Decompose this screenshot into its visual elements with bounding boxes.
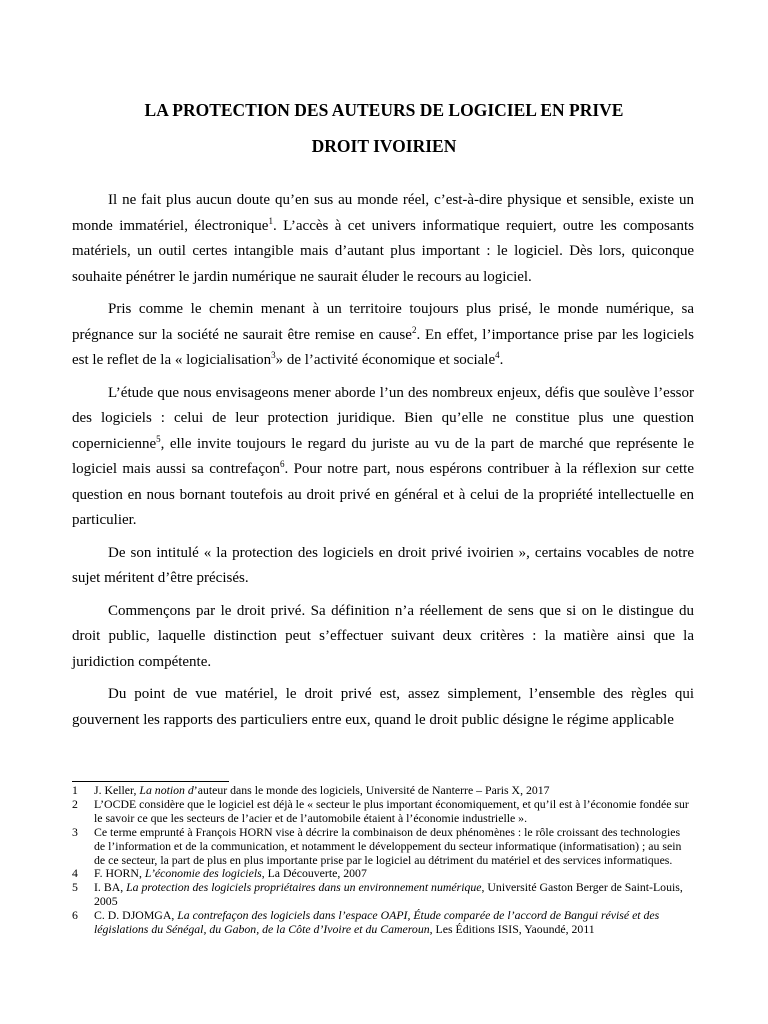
document-title xyxy=(72,95,696,161)
paragraph-1: Il ne fait plus aucun doute qu’en sus au monde réel, c’est-à-dire physique et sensible, existe un monde immatériel, électronique$^1$. L’accès à cet univers informatique requiert, outre les composants matériels, un outil certes intangible mais d’autant plus important : le logiciel. Dès lors, quiconque souhaite pénétrer le jardin numérique ne saurait éluder le recours au logiciel. xyxy=(72,192,694,285)
title-line-1: LA PROTECTION DES AUTEURS DE LOGICIEL EN PRIVE xyxy=(144,99,624,120)
footnote-number: 4 xyxy=(72,866,78,881)
footnote-ref-1[interactable]: 1 xyxy=(268,215,273,226)
footnote-4: 4 F. HORN, L’économie des logiciels, La Découverte, 2007 xyxy=(72,866,367,881)
paragraph-2: Pris comme le chemin menant à un territoire toujours plus prisé, le monde numérique, sa prégnance sur la société ne saurait être remise en cause$^2$. En effet, l’importance prise par les logiciels est le reflet de la « logicialisation$^3$» de l’activité économique et sociale$^4$. xyxy=(72,301,695,368)
paragraph-5: Commençons par le droit privé. Sa définition n’a réellement de sens que si on le distingue du droit public, laquelle distinction peut s’effectuer suivant deux critères : la matière ainsi que la juridiction compétente. xyxy=(72,602,694,670)
footnote-separator xyxy=(72,781,229,782)
footnote-ref-6[interactable]: 6 xyxy=(279,459,285,469)
footnote-ref-3[interactable]: 3 xyxy=(271,350,276,360)
footnote-5: 5 I. BA, La protection des logiciels propriétaires dans un environnement numérique, Université Gaston Berger de Saint-Louis, 2005 xyxy=(72,880,683,909)
footnote-3: 3 Ce terme emprunté à François HORN vise à décrire la combinaison de deux phénomènes : le rôle croissant des technologies de l’information et de la communication, et notamment le développement du secteur informatique (informatisation) ; au sein de ce secteur, la part de plus en plus importante prise par le logiciel au détriment du matériel et des services informatiques. xyxy=(72,824,682,867)
paragraph-3: L’étude que nous envisageons mener aborde l’un des nombreux enjeux, défis que soulève l’essor des logiciels : celui de leur protection juridique. Bien qu’elle ne constitue plus une question copernicienne$^5$, elle invite toujours le regard du juriste au vu de la part de marché que représente le logiciel mais aussi sa contrefaçon$^6$. Pour notre part, nous espérons contribuer à la réflexion sur cette question en nous bornant toutefois au droit privé en général et à celui de la propriété intellectuelle en particulier. xyxy=(72,384,694,528)
footnote-number: 3 xyxy=(72,824,78,839)
footnote-number: 6 xyxy=(72,908,78,923)
footnote-6: 6 C. D. DJOMGA, La contrefaçon des logiciels dans l’espace OAPI, Étude comparée de l’accord de Bangui révisé et des législations du Sénégal, du Gabon, de la Côte d’Ivoire et du Cameroun, Les Éditions ISIS, Yaoundé, 2011 xyxy=(72,908,660,937)
footnotes xyxy=(72,784,694,937)
footnote-number: 1 xyxy=(72,783,78,797)
document-body xyxy=(72,188,694,740)
footnote-number: 2 xyxy=(72,796,78,811)
footnote-ref-2[interactable]: 2 xyxy=(411,324,417,335)
footnote-1: 1 J. Keller, La notion d’auteur dans le monde des logiciels, Université de Nanterre – Paris X, 2017 xyxy=(72,783,550,797)
footnote-ref-5[interactable]: 5 xyxy=(156,433,161,444)
footnote-2: 2 L’OCDE considère que le logiciel est déjà le « secteur le plus important économiquement, et qu’il est à l’économie fondée sur le savoir ce que les secteurs de l’acier et de l’automobile étaient à l’économie industrielle ». xyxy=(72,796,689,825)
footnote-ref-4[interactable]: 4 xyxy=(495,350,500,360)
paragraph-4: De son intitulé « la protection des logiciels en droit privé ivoirien », certains vocables de notre sujet méritent d’être précisés. xyxy=(72,544,694,586)
footnote-number: 5 xyxy=(72,880,78,895)
title-line-2: DROIT IVOIRIEN xyxy=(311,135,457,156)
paragraph-6: Du point de vue matériel, le droit privé est, assez simplement, l’ensemble des règles qui gouvernent les rapports des particuliers entre eux, quand le droit public désigne le régime applicable xyxy=(72,686,694,728)
